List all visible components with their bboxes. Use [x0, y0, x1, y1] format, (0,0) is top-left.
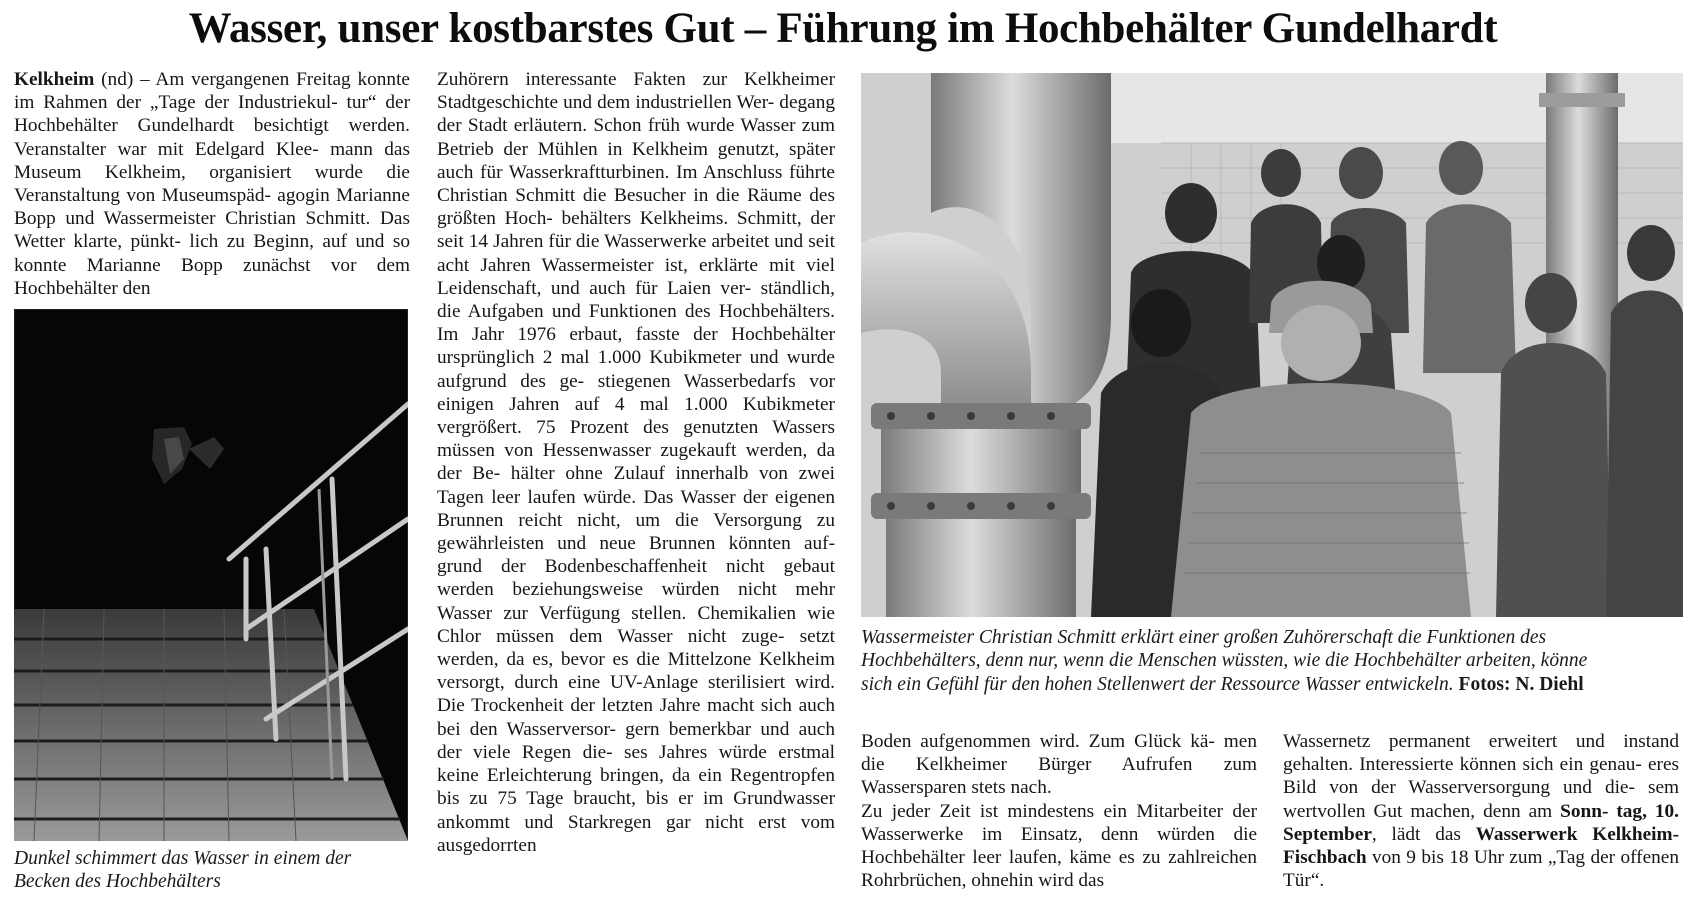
text-line: ses Jahres würde erstmal keine Erleichterung	[437, 741, 835, 787]
text-line: auf 4 mal 1.000 Kubikmeter vergrößert. 75	[437, 393, 835, 439]
photo-guided-tour-group	[861, 73, 1683, 617]
text-line: Hochbehälters. Im Jahr 1976 erbaut, fasste	[437, 301, 835, 346]
article-column-4	[1283, 730, 1679, 892]
text-line: viel Leidenschaft, und auch für Laien ver-	[437, 254, 835, 299]
photo-credit: Fotos: N. Diehl	[1458, 673, 1584, 695]
paragraph	[1283, 730, 1679, 892]
text-line: Besucher in die Räume des größten Hoch-	[437, 185, 835, 230]
event-date-bold: tag, 10. September	[1283, 800, 1679, 845]
text-line: die Hochbehälter leer laufen, käme es zu	[861, 823, 1258, 869]
text-line: braucht, bis er im Grundwasser ankommt und	[437, 788, 835, 833]
caption-line: Becken des Hochbehälters	[14, 871, 221, 893]
text-line: stiegenen Wasserbedarfs vor einigen Jahren	[437, 370, 835, 415]
caption-line: Wassermeister Christian Schmitt erklärt einer großen Zuhörerschaft die Funktionen des	[861, 627, 1547, 648]
text-line: grund der Bodenbeschaffenheit nicht gebaut	[437, 556, 835, 578]
text-line: agogin Marianne Bopp und Wassermeister	[14, 185, 410, 230]
text-line: Kelkheim versorgt, durch eine UV-Anlage	[437, 649, 836, 694]
text-line: ständlich, die Aufgaben und Funktionen des	[437, 277, 835, 323]
text-line: genutzt, später auch für Wasserkraftturbinen.	[437, 138, 835, 183]
text-line: bringen, da ein Regentropfen bis zu 75 Tage	[437, 765, 835, 810]
text-line: gewährleisten und neue Brunnen könnten auf-	[437, 533, 835, 555]
text-line: Christian Schmitt. Das Wetter klarte, pünkt-	[14, 208, 410, 253]
text-line: Zuhörern interessante Fakten zur Kelkheimer	[437, 69, 835, 90]
text-line: degang der Stadt erläutern. Schon früh wurde	[437, 92, 835, 137]
text-line: setzt werden, da es, bevor es die Mittelzone	[437, 625, 835, 671]
text-line: leer laufen würde. Das Wasser der eigenen	[491, 486, 835, 508]
caption-line: Hochbehälters, denn nur, wenn die Menschen wüssten, wie die Hochbehälter arbeiten, könne	[861, 650, 1588, 672]
text-line: eres Bild von der Wasserversorgung und die-	[1283, 754, 1680, 799]
text-line: Boden aufgenommen wird. Zum Glück kä-	[861, 731, 1215, 752]
text-line: Im Anschluss führte Christian Schmitt die	[437, 161, 835, 207]
text-line: mann das Museum Kelkheim, organisiert	[14, 138, 410, 183]
text-line: „Tag der offenen Tür“.	[1283, 847, 1679, 892]
text-line: der Hochbehälter ursprünglich 2 mal 1.000	[437, 324, 836, 369]
text-line: behälters Kelkheims. Schmitt, der seit 14	[437, 208, 836, 253]
text-line: von 9 bis 18 Uhr zum	[1366, 847, 1543, 869]
venue-bold: Wasserwerk	[1475, 823, 1578, 845]
text-line: werden beziehungsweise würden nicht mehr	[437, 579, 835, 601]
tour-photo-illustration	[861, 73, 1683, 617]
text-line: Bopp zunächst vor dem Hochbehälter den	[14, 254, 410, 299]
text-line: wurde die Veranstaltung von Museumspäd-	[14, 161, 410, 207]
text-line: konnte im Rahmen der „Tage der Industriekul-	[14, 69, 410, 114]
caption-text: sich ein Gefühl für den hohen Stellenwert der Ressource Wasser entwickeln.	[861, 673, 1454, 695]
text-line: Jahre macht sich auch bei den Wasserversor-	[437, 695, 835, 740]
caption-stairs-photo	[14, 847, 414, 894]
text-line: Wasser zum Betrieb der Mühlen in Kelkheim	[437, 115, 835, 160]
text-line: Kubikmeter und wurde aufgrund des ge-	[437, 347, 835, 392]
text-line: werden. Veranstalter war mit Edelgard Klee-	[14, 115, 411, 160]
caption-line	[861, 673, 1683, 696]
headline: Wasser, unser kostbarstes Gut – Führung im Hochbehälter Gundelhardt	[188, 5, 1498, 52]
photo-water-basin-stairs	[14, 309, 408, 841]
text-line: Hessenwasser zugekauft werden, da der Be-	[437, 440, 835, 485]
text-line: Prozent des genutzten Wassers müssen von	[437, 417, 835, 462]
text-line: wie Chlor müssen dem Wasser nicht zuge-	[437, 602, 835, 647]
text-line: acht Jahren Wassermeister ist, erklärte mit	[437, 254, 795, 276]
event-date-bold: Sonn-	[1560, 800, 1609, 822]
text-line: Wasser zur Verfügung stellen. Chemikalien	[437, 602, 797, 624]
caption-tour-photo	[861, 626, 1683, 696]
paragraph	[861, 800, 1257, 893]
venue-bold: Kelkheim-Fischbach	[1283, 823, 1679, 869]
paragraph	[437, 68, 835, 857]
text-line: Wassernetz permanent erweitert und instand	[1283, 731, 1679, 752]
text-line: , lädt das	[1371, 823, 1476, 845]
text-line: Zu jeder Zeit ist mindestens ein Mitarbeiter	[861, 800, 1224, 822]
text-line: Wassersparen stets nach.	[861, 777, 1052, 799]
text-line: sterilisiert wird. Die Trockenheit der letzten	[437, 672, 835, 717]
text-line: tur“ der Hochbehälter Gundelhardt besichtigt	[14, 92, 410, 137]
text-line: Starkregen gar nicht erst vom ausgedorrten	[437, 811, 835, 856]
text-line: der Wasserwerke im Einsatz, denn würden	[861, 800, 1257, 845]
article-column-3	[861, 730, 1257, 892]
text-line: gehalten. Interessierte können sich ein genau-	[1283, 754, 1642, 776]
article-column-1	[14, 68, 410, 300]
article-column-2	[437, 68, 835, 857]
text-line: hälter ohne Zulauf innerhalb von zwei Tagen	[437, 463, 836, 508]
text-line: sem wertvollen Gut machen, denn am	[1283, 777, 1679, 822]
text-line: lich zu Beginn, auf und so konnte Marianne	[14, 231, 410, 276]
text-line: zahlreichen Rohrbrüchen, ohnehin wird das	[861, 847, 1257, 892]
paragraph	[14, 68, 410, 300]
stairs-photo-illustration	[14, 309, 408, 841]
text-line: men die Kelkheimer Bürger Aufrufen zum	[861, 731, 1257, 776]
paragraph	[861, 730, 1257, 800]
text-line: gern bemerkbar und auch der viele Regen die-	[437, 718, 835, 763]
text-line: Jahren für die Wasserwerke arbeitet und seit	[493, 231, 835, 253]
text-line: (nd) – Am vergangenen Freitag	[101, 69, 351, 90]
dateline: Kelkheim	[14, 69, 95, 90]
caption-line: Dunkel schimmert das Wasser in einem der	[14, 848, 352, 869]
text-line: Stadtgeschichte und dem industriellen Wer-	[437, 92, 775, 114]
text-line: Brunnen reicht nicht, um die Versorgung zu	[437, 509, 835, 531]
